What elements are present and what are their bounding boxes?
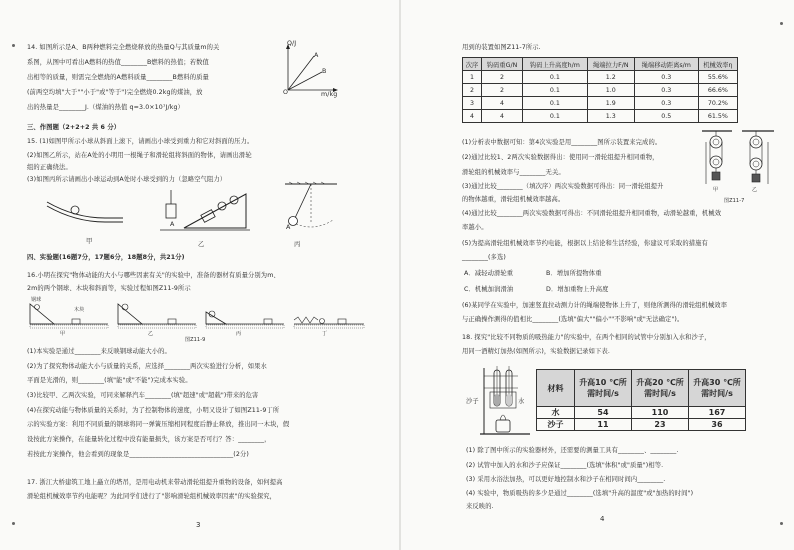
option-b: B．增加所提物体重 <box>546 270 602 277</box>
fig16-label-ding: 丁 <box>322 331 328 337</box>
fig15-label-yi: 乙 <box>198 241 205 248</box>
q16-part: (1)本实验是通过________来反映钢球动能大小的。 <box>27 348 171 355</box>
table-cell: 1.9 <box>587 97 634 110</box>
heating-apparatus <box>478 364 533 436</box>
table2-cell: 水 <box>537 407 575 419</box>
q14-line: 出相等的质量，则需完全燃烧的A燃料质量________B燃料的质量 <box>27 74 209 81</box>
q17-intro: 用到的装置如图Z11-7所示. <box>462 44 541 51</box>
table-cell: 2 <box>463 84 482 97</box>
table-header-cell: 次序 <box>463 58 482 71</box>
figure-z11-7 <box>698 128 778 198</box>
q15-line: 15. (1)如图甲所示小球从斜面上滚下，请画出小球受到重力和它对斜面的压力。 <box>27 138 254 145</box>
table-cell: 4 <box>482 110 523 123</box>
fig-pulley-label-jia: 甲 <box>713 187 719 193</box>
table-cell: 0.1 <box>523 97 588 110</box>
graph-origin-label: O <box>283 89 289 96</box>
q14-line: 出的热量是________J.（煤油的热值 q=3.0×10⁷J/kg） <box>27 104 184 111</box>
table2-header-cell: 升高20 ℃所需时间/s <box>632 370 689 407</box>
q17-part: (4)通过比较________两次实验数据可得出：不同滑轮组提升相同重物，动滑轮越重，机械效 <box>462 210 722 217</box>
table-header-cell: 机械效率η <box>698 58 737 71</box>
fig16-ball-label: 钢球 <box>31 297 42 303</box>
q17-part: (2)通过比较1、2两次实验数据得出：使用同一滑轮组提升相同重物， <box>462 154 659 161</box>
table-header-cell: 钩码上升高度h/m <box>523 58 588 71</box>
table-cell: 2 <box>482 84 523 97</box>
fig16-block-label: 木块 <box>74 307 85 313</box>
q17-line: 17. 浙江大桥建筑工地上矗立的塔吊，是用电动机来带动滑轮组提升重物的设备，如何提高 <box>27 479 283 486</box>
table2-cell: 11 <box>575 419 632 431</box>
q16-part: (4)在探究动能与物体质量的关系时，为了控制物体的速度，小明又设计了如图Z11-9丁所 <box>27 407 280 414</box>
q16-part: 设按此方案操作，在能量转化过程中没有能量损失，该方案是否可行？答：________， <box>27 436 271 443</box>
table2-cell: 沙子 <box>537 419 575 431</box>
q14-line: 系图，从图中可看出A燃料的热值________B燃料的热值；若数值 <box>27 59 209 66</box>
q17-part: (3)通过比较________（填次序）两次实验数据可得出：同一滑轮组提升 <box>462 183 664 190</box>
table-cell: 4 <box>482 97 523 110</box>
table-cell: 4 <box>463 110 482 123</box>
q15-line: 组的正确绕法。 <box>27 164 72 171</box>
table-cell: 1.3 <box>587 110 634 123</box>
q16-part: (2)为了探究物体动能大小与质量的关系，应选择________两次实验进行分析，如果水 <box>27 363 267 370</box>
section-4-heading: 四、实验题(16题7分，17题6分，18题8分，共21分) <box>27 254 185 261</box>
q17-part: (1)分析表中数据可知：第4次实验是用________图所示装置来完成的。 <box>462 139 662 146</box>
table-cell: 2 <box>482 71 523 84</box>
table-cell: 1.0 <box>587 84 634 97</box>
table-cell: 0.3 <box>634 71 698 84</box>
q18-line: 18. 探究"比较不同物质的吸热能力"的实验中，在两个相同的试管中分别加入水和沙子， <box>462 334 711 341</box>
table-header-cell: 钩码重G/N <box>482 58 523 71</box>
apparatus-sand-label: 沙子 <box>466 398 479 405</box>
table-row <box>463 110 738 123</box>
q14-line: 14. 如图所示是A、B两种燃料完全燃烧释放的热量Q与其质量m的关 <box>27 44 220 51</box>
table-row <box>463 84 738 97</box>
fig16-caption: 图Z11-9 <box>185 337 206 343</box>
table-row <box>463 97 738 110</box>
table2-row <box>537 407 746 419</box>
fig16-label-yi: 乙 <box>148 331 154 337</box>
fig16-label-jia: 甲 <box>60 331 66 337</box>
table-cell: 1.2 <box>587 71 634 84</box>
q16-part: 示的实验方案：利用不同质量的钢球将同一弹簧压缩相同程度后静止释放，推出同一木块，假 <box>27 421 290 428</box>
table-cell: 0.1 <box>523 84 588 97</box>
page-number-left: 3 <box>196 521 201 529</box>
graph-line-b-label: B <box>322 68 327 75</box>
table2-row <box>537 419 746 431</box>
binding-hole <box>12 522 15 525</box>
q17-part: (5)为提高滑轮组机械效率节约电能，根据以上结论和生活经验，你建议可采取的措施有 <box>462 240 708 247</box>
q17-part: 的物体越重，滑轮组机械效率越高。 <box>462 196 565 203</box>
graph-line-a-label: A <box>314 52 319 59</box>
fig15-label-a1: A <box>170 221 175 228</box>
page-fold <box>399 0 401 550</box>
q16-line: 16.小明在探究"物体动能的大小与哪些因素有关"的实验中，准备的器材有质量分别为m、 <box>27 272 280 279</box>
table-cell: 66.6% <box>698 84 737 97</box>
table2-header-cell: 升高10 ℃所需时间/s <box>575 370 632 407</box>
table-cell: 70.2% <box>698 97 737 110</box>
q17-part: ________(多选) <box>462 254 506 261</box>
graph-y-label: Q/J <box>287 40 297 47</box>
graph-x-label: m/kg <box>321 91 338 98</box>
q18-part: (1) 除了图中所示的实验器材外，还需要的测量工具有________、________. <box>466 447 679 454</box>
pulley-data-table <box>462 57 738 123</box>
q18-part: (2) 试管中加入的水和沙子应保证________(选填"体积"或"质量")相等. <box>466 462 664 469</box>
fig15-label-a2: A <box>286 224 291 231</box>
q18-part: (4) 实验中，物质吸热的多少是通过________(选填"升高的温度"或"加热的时间") <box>466 490 694 497</box>
table-cell: 61.5% <box>698 110 737 123</box>
q16-part: 平面是光滑的，则________(填"能"或"不能")完成本实验。 <box>27 377 192 384</box>
q17-6-line: 与正确操作测得的值相比________(选填"偏大""偏小""不影响"或"无法确定")。 <box>462 316 684 323</box>
table-header-row <box>463 58 738 71</box>
q17-line: 滑轮组机械效率节约电能呢？为此同学们进行了"影响滑轮组机械效率因素"的实验探究， <box>27 493 277 500</box>
table-cell: 1 <box>463 71 482 84</box>
q16-line: 2m的两个钢球、木块和斜面等，实验过程如图Z11-9所示 <box>27 285 191 292</box>
fig16-label-bing: 丙 <box>236 331 242 337</box>
section-3-heading: 三、作图题（2+2+2 共 6 分） <box>27 124 121 131</box>
table2-header-cell: 材料 <box>537 370 575 407</box>
binding-hole <box>780 522 783 525</box>
page-number-right: 4 <box>600 515 605 523</box>
table2-cell: 110 <box>632 407 689 419</box>
table-header-cell: 绳端拉力F/N <box>587 58 634 71</box>
table-header-cell: 绳端移动距离s/m <box>634 58 698 71</box>
table2-cell: 36 <box>689 419 746 431</box>
q14-graph <box>280 42 340 97</box>
q18-part: (3) 采用水浴法加热，可以更好地控制水和沙子在相同时间内________. <box>466 476 666 483</box>
table-cell: 55.6% <box>698 71 737 84</box>
heating-data-table <box>536 369 746 431</box>
q17-part: 滑轮组的机械效率与________无关。 <box>462 169 565 176</box>
table2-cell: 23 <box>632 419 689 431</box>
fig-pulley-label-yi: 乙 <box>752 187 758 193</box>
table-row <box>463 71 738 84</box>
table-cell: 0.1 <box>523 110 588 123</box>
fig15-label-bing: 丙 <box>294 241 301 248</box>
binding-hole <box>12 44 15 47</box>
q18-line: 用同一酒精灯加热(如图所示)，实验数据记录如下表. <box>462 348 610 355</box>
fig-pulley-caption: 图Z11-7 <box>724 198 745 204</box>
table-cell: 0.3 <box>634 97 698 110</box>
q16-part: (3)比较甲、乙两次实验，可同来解释汽车________(填"超速"或"超载")带来的危害 <box>27 392 259 399</box>
figure-z11-9 <box>28 298 368 338</box>
table-cell: 0.5 <box>634 110 698 123</box>
q16-part: 若按此方案操作，他会看到的现象是________________________________(2分) <box>27 451 249 458</box>
table2-header-cell: 升高30 ℃所需时间/s <box>689 370 746 407</box>
fig15-label-jia: 甲 <box>86 238 93 245</box>
table-cell: 3 <box>463 97 482 110</box>
table2-header-row <box>537 370 746 407</box>
apparatus-water-label: 水 <box>518 398 525 405</box>
q17-part: 率越小。 <box>462 224 488 231</box>
binding-hole <box>780 22 783 25</box>
option-d: D．增加重物上升高度 <box>546 286 609 293</box>
table-cell: 0.3 <box>634 84 698 97</box>
q17-6-line: (6)某同学在实验中，加速竖直拉动测力计的绳端使物体上升了，则他所测得的滑轮组机械效率 <box>462 302 728 309</box>
table2-cell: 167 <box>689 407 746 419</box>
option-c: C．机械加润滑油 <box>464 286 514 293</box>
q14-line: (前两空均填"大于""小于"或"等于")完全燃烧0.2kg的煤油，放 <box>27 89 203 96</box>
q18-part: 来反映的. <box>466 503 494 510</box>
table-cell: 0.1 <box>523 71 588 84</box>
figure-15-jia <box>45 192 125 232</box>
q15-line: (2)如图乙所示，站在A处的小明用一根绳子和滑轮组将斜面的物体，请画出滑轮 <box>27 152 252 159</box>
option-a: A．减轻动滑轮重 <box>464 270 514 277</box>
table2-cell: 54 <box>575 407 632 419</box>
q15-line: (3)如图丙所示请画出小球运动到A处时小球受到的力（忽略空气阻力） <box>27 176 227 183</box>
